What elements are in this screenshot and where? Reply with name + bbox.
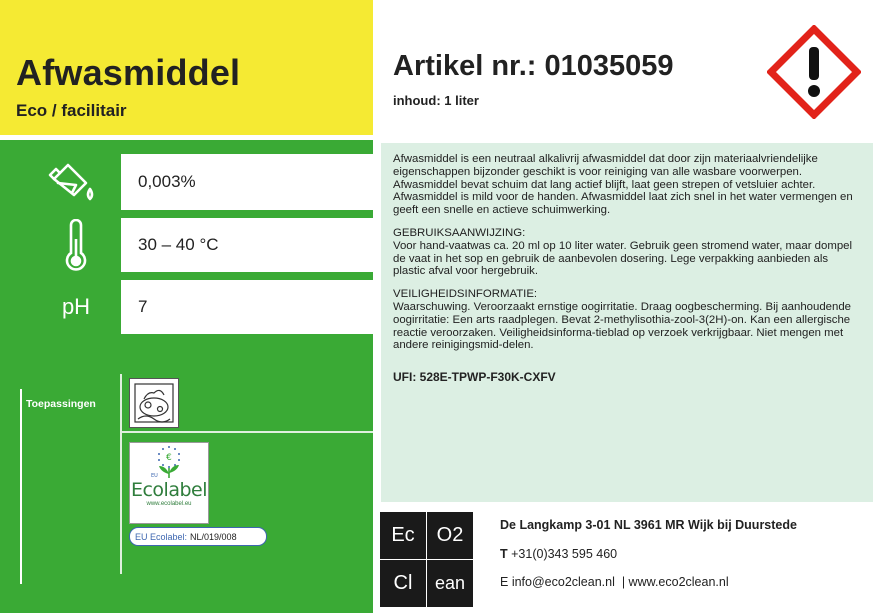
thermometer-icon — [40, 218, 112, 274]
dosage-pour-icon — [40, 154, 112, 210]
ecolabel-title: Ecolabel — [130, 479, 208, 501]
ecolabel-code-badge — [129, 527, 267, 546]
usage-title: GEBRUIKSAANWIJZING: — [393, 226, 526, 239]
ecolabel-code-label: EU Ecolabel: — [135, 531, 188, 542]
ecolabel-flower-icon — [149, 443, 189, 481]
company-email-web — [500, 575, 729, 589]
logo-cl: Cl — [380, 560, 426, 607]
applications-horizontal-divider — [120, 431, 373, 433]
product-information — [381, 143, 873, 502]
ufi-code: UFI: 528E-TPWP-F30K-CXFV — [393, 370, 556, 385]
eco2clean-logo — [380, 512, 473, 608]
safety-text: Waarschuwing. Veroorzaakt ernstige oogirritatie. Draag oogbescherming. Bij aanhoudende oogirritatie: Een arts raadplegen. Bevat 2-methylisothia-zool-3(2H)-on. Kan een allergische reactie veroorzaken. Veiligheidsinforma-tieblad op verzoek verkrijgbaar. Niet mengen met andere reinigingsmid-delen. — [393, 300, 851, 352]
product-name: Afwasmiddel — [16, 52, 241, 93]
dosage-value: 0,003% — [121, 154, 373, 210]
company-address: De Langkamp 3-01 NL 3961 MR Wijk bij Duurstede — [500, 518, 797, 532]
dishwashing-hand-icon — [129, 378, 179, 428]
logo-ec: Ec — [380, 512, 426, 559]
applications-label: Toepassingen — [26, 398, 96, 410]
content-volume: inhoud: 1 liter — [393, 93, 479, 108]
phone-prefix: T — [500, 547, 508, 561]
ghs-exclamation-hazard-icon — [767, 25, 861, 119]
usage-text: Voor hand-vaatwas ca. 20 ml op 10 liter water. Gebruik geen stromend water, maar dompel de vaat in het sop en gebruik de aanbevolen dosering. Lege verpakking aanbieden als plastic afval voor hergebruik. — [393, 239, 853, 278]
ph-value: 7 — [121, 280, 373, 334]
ph-label: pH — [61, 294, 91, 319]
website-link[interactable]: | www.eco2clean.nl — [621, 575, 729, 589]
description-intro: Afwasmiddel is een neutraal alkalivrij afwasmiddel dat door zijn materiaalvriendelijke eigenschappen bijzonder geschikt is voor reiniging van alle wasbare voorwerpen. Afwasmiddel bevat schuim dat lang actief blijft, laat geen strepen of vetsluier achter. Afwasmiddel is mild voor de handen. Afwasmiddel laat zich snel in het water vermengen en geeft een snelle en actieve schuimwerking. — [393, 153, 853, 217]
email-prefix: E — [500, 575, 509, 589]
phone-number[interactable]: +31(0)343 595 460 — [511, 547, 618, 561]
svg-text:€: € — [166, 453, 172, 463]
email-address[interactable]: info@eco2clean.nl — [511, 575, 615, 589]
ecolabel-eu-text: EU — [151, 473, 158, 479]
article-number: Artikel nr.: 01035059 — [393, 50, 674, 82]
temperature-value: 30 – 40 °C — [121, 218, 373, 272]
applications-divider — [20, 389, 22, 584]
applications-vertical-divider — [120, 374, 122, 574]
logo-o2: O2 — [427, 512, 473, 559]
company-phone — [500, 547, 617, 561]
ecolabel-code-value: NL/019/008 — [190, 531, 237, 542]
product-subtitle: Eco / facilitair — [16, 101, 127, 120]
logo-ean: ean — [427, 560, 473, 607]
eu-ecolabel-logo — [129, 442, 209, 524]
ecolabel-website: www.ecolabel.eu — [146, 501, 192, 507]
safety-title: VEILIGHEIDSINFORMATIE: — [393, 288, 538, 301]
